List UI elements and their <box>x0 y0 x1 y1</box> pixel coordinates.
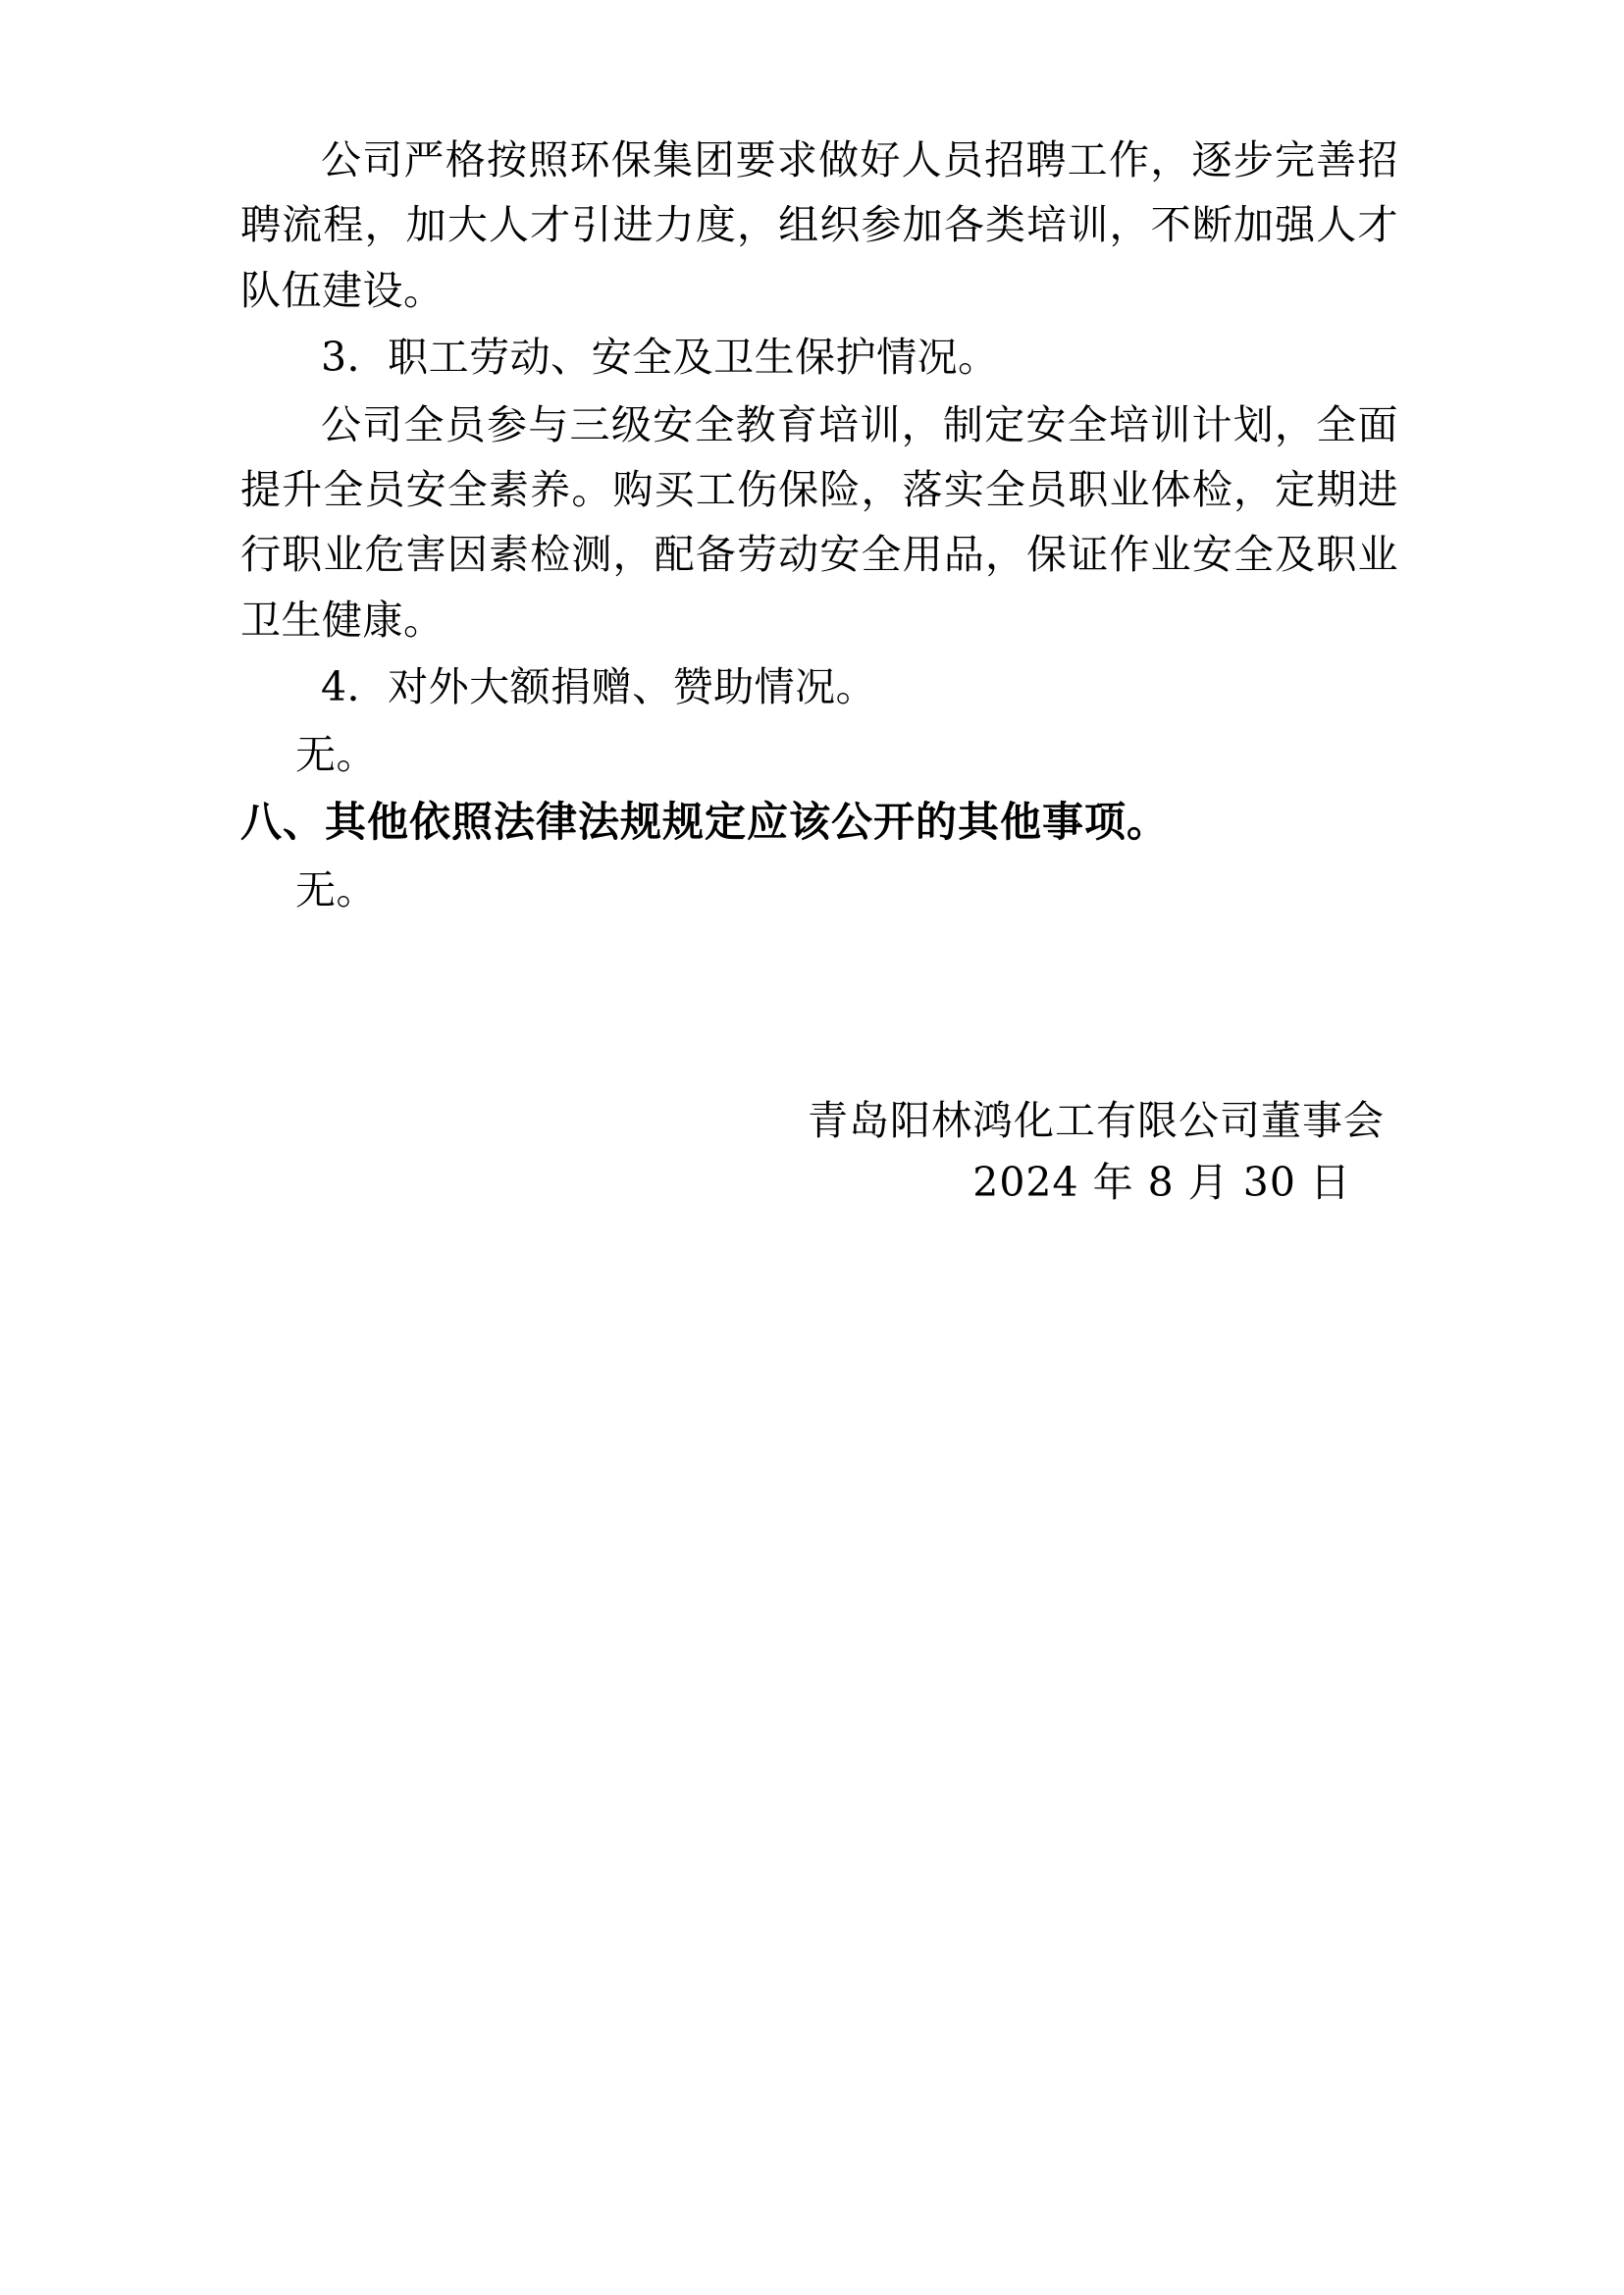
section-eight-content: 无。 <box>295 866 377 914</box>
signature-company: 青岛阳林鸿化工有限公司董事会 <box>808 1096 1385 1144</box>
paragraph-recruitment: 公司严格按照环保集团要求做好人员招聘工作，逐步完善招聘流程，加大人才引进力度，组织参加各类培训，不断加强人才队伍建设。 <box>240 136 1398 314</box>
list-item-4-title: 4．对外大额捐赠、赞助情况。 <box>321 663 877 711</box>
section-heading-eight: 八、其他依照法律法规规定应该公开的其他事项。 <box>240 798 1170 847</box>
list-item-4-content: 无。 <box>295 730 377 778</box>
signature-date: 2024 年 8 月 30 日 <box>972 1159 1351 1207</box>
paragraph-safety: 公司全员参与三级安全教育培训，制定安全培训计划，全面提升全员安全素养。购买工伤保险，落实全员职业体检，定期进行职业危害因素检测，配备劳动安全用品，保证作业安全及职业卫生健康。 <box>240 400 1398 644</box>
list-item-3-title: 3．职工劳动、安全及卫生保护情况。 <box>321 334 999 382</box>
signature-block <box>240 1090 1398 1215</box>
vertical-spacer <box>240 925 1398 1090</box>
